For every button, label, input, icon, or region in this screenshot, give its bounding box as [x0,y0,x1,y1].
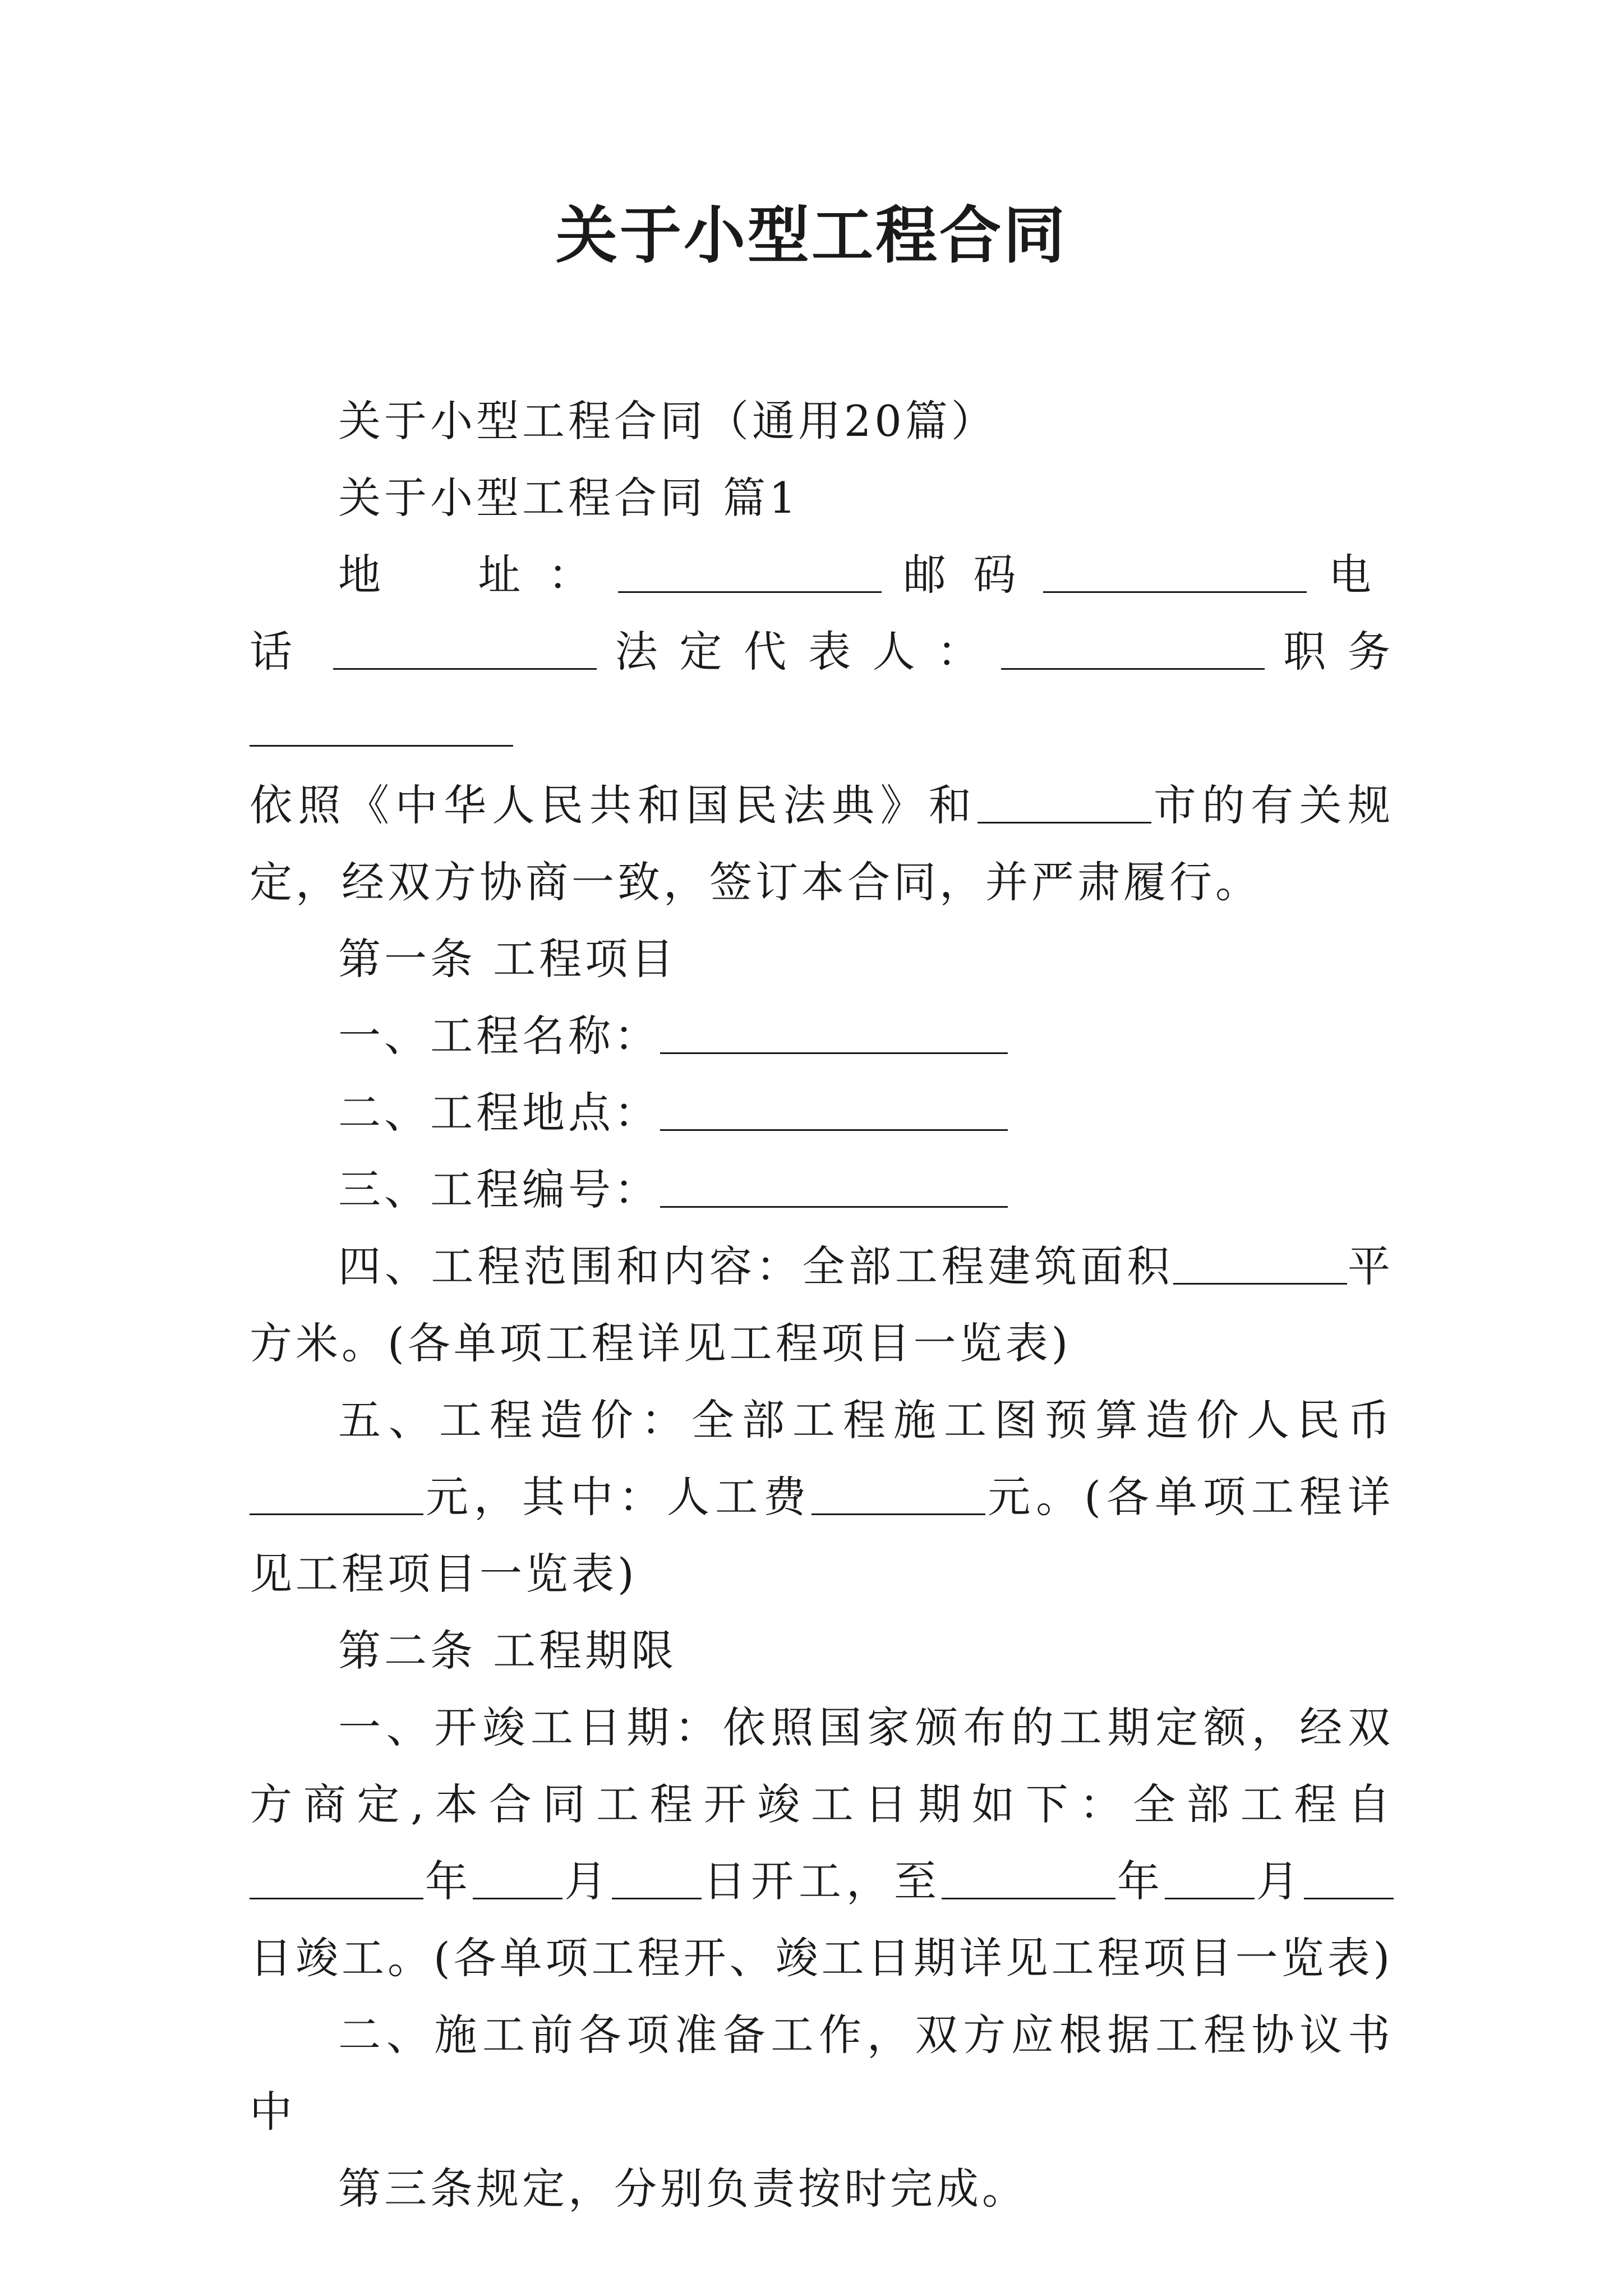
law-paragraph [250,767,1394,921]
item-2 [250,1074,1394,1151]
start-month-blank [473,1858,562,1899]
subtitle: 关于小型工程合同（通用20篇） [338,396,997,446]
phone-blank [333,629,597,670]
end-month-blank [1165,1858,1255,1899]
start-day-blank [612,1858,702,1899]
total-cost-blank [250,1474,423,1515]
phone-label: 电话 [250,550,1394,677]
prep-line-2: 第三条规定，分别负责按时完成。 [338,2164,1028,2214]
item-1 [250,997,1394,1074]
address-blank [618,552,882,593]
labor-cost-blank [811,1474,985,1515]
project-name-blank [660,1013,1008,1054]
item-5-text-2: 元，其中：人工费 [423,1472,812,1522]
year-label-1: 年 [423,1856,473,1906]
city-blank [978,783,1151,823]
law-text-2: 市的有关规定，经双方协商一致，签订本合同，并严肃履行。 [250,780,1394,907]
project-location-blank [660,1090,1008,1131]
item-3-label: 三、工程编号： [338,1165,660,1214]
item-3 [250,1151,1394,1228]
start-day-text: 日开工，至 [702,1856,942,1906]
item-5-text-1: 五、工程造价：全部工程施工图预算造价人民币 [338,1395,1394,1445]
project-number-blank [660,1167,1008,1208]
prep-line-1: 二、施工前各项准备工作，双方应根据工程协议书中 [250,2010,1394,2137]
month-label-1: 月 [562,1856,612,1906]
item-4 [250,1228,1394,1382]
address-line [250,536,1394,767]
year-label-2: 年 [1115,1856,1165,1906]
chapter-heading: 关于小型工程合同 篇1 [338,473,800,523]
document-body [250,383,1394,2227]
area-blank [1173,1244,1347,1285]
article-1-heading: 第一条 工程项目 [338,934,677,984]
document-title: 关于小型工程合同 [556,199,1067,272]
item-2-label: 二、工程地点： [338,1088,660,1138]
law-text-1: 依照《中华人民共和国民法典》和 [250,780,978,830]
zip-blank [1043,552,1307,593]
end-day-text: 日竣工。(各单项工程开、竣工日期详见工程项目一览表) [250,1933,1394,1983]
address-label: 地 址： [338,550,618,600]
title-label: 职务 [1265,627,1394,677]
month-label-2: 月 [1255,1856,1304,1906]
item-1-label: 一、工程名称： [338,1011,660,1061]
dates-paragraph [250,1689,1394,1996]
item-4-text-1: 四、工程范围和内容：全部工程建筑面积 [338,1241,1174,1291]
zip-label: 邮码 [903,550,1044,600]
item-5-text-3: 元。(各单项工程详见工程项目一览表) [250,1472,1394,1599]
end-year-blank [942,1858,1115,1899]
rep-blank [1001,629,1265,670]
end-day-blank [1304,1858,1394,1899]
start-year-blank [250,1858,423,1899]
article-2-heading: 第二条 工程期限 [338,1626,677,1676]
dates-text-1: 一、开竣工日期：依照国家颁布的工期定额，经双方商定,本合同工程开竣工日期如下：全部工程自 [250,1703,1394,1829]
title-blank [250,706,513,747]
item-5 [250,1382,1394,1612]
item-4-text-2: 平方米。(各单项工程详见工程项目一览表) [250,1241,1394,1368]
rep-label: 法定代表人： [596,627,1002,677]
